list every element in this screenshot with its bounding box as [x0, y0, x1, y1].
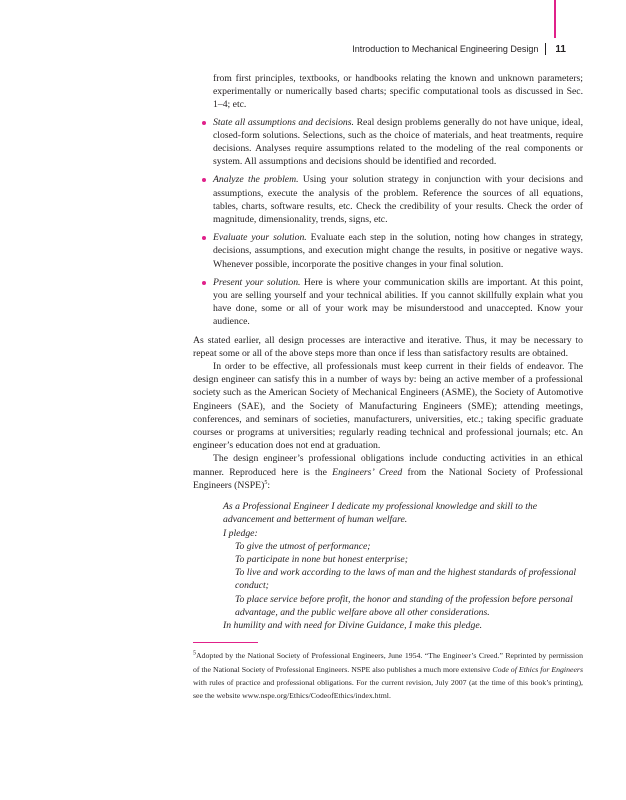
list-item	[213, 231, 583, 271]
running-title: Introduction to Mechanical Engineering Design	[352, 44, 539, 54]
footnote: $^5$Adopted by the National Society of Professional Engineers, June 1954. “The Engineer’s Creed.” Reprinted by permission of the National Society of Professional Engineers. NSPE also publishes a much more extensive Code of Ethics for Engineers with rules of practice and professional obligations. For the current revision, July 2007 (at the time of this book’s printing), see the website www.nspe.org/Ethics/CodeofEthics/index.html.	[193, 650, 583, 701]
creed-item: To give the utmost of performance;	[235, 540, 371, 552]
engineers-creed	[223, 500, 583, 632]
list-item	[213, 116, 583, 169]
design-steps-list	[213, 116, 583, 329]
page-body	[193, 72, 584, 703]
continuation-paragraph: from first principles, textbooks, or handbooks relating the known and unknown parameters; experimentally or numerically based charts; specific computational tools as discussed in Sec. 1–4; etc.	[213, 73, 583, 111]
creed-intro: As a Professional Engineer I dedicate my professional knowledge and skill to the advancement and betterment of human welfare.	[223, 501, 538, 526]
bullet-icon	[202, 281, 206, 285]
bullet-lead: State all assumptions and decisions.	[213, 116, 354, 128]
footnote-ref[interactable]: 5	[264, 479, 268, 486]
creed-closing: In humility and with need for Divine Guidance, I make this pledge.	[223, 619, 483, 631]
margin-accent-rule	[554, 0, 556, 38]
paragraph-professional-development: In order to be effective, all professionals must keep current in their fields of endeavor. The design engineer can satisfy this in a number of ways by: being an active member of a professional society such as the American Society of Mechanical Engineers (ASME), the Society of Automotive Engineers (SAE), and the Society of Manufacturing Engineers (SME); attending meetings, conferences, and seminars of societies, manufacturers, universities, etc.; taking specific graduate courses or programs at universities; regularly reading technical and professional journals; etc. An engineer’s education does not end at graduation.	[193, 361, 583, 452]
bullet-icon	[202, 121, 206, 125]
bullet-text: Evaluate each step in the solution, noting how changes in strategy, decisions, assumptions, and execution might change the results, in positive or negative ways. Whenever possible, incorporate the positive changes in your final solution.	[213, 232, 583, 270]
creed-item: To place service before profit, the honor and standing of the profession before personal advantage, and the public welfare above all other considerations.	[235, 593, 573, 618]
creed-title: Engineers’ Creed	[332, 466, 403, 478]
footnote-marker: 5	[193, 650, 196, 657]
bullet-lead: Present your solution.	[213, 276, 301, 288]
bullet-lead: Evaluate your solution.	[213, 232, 307, 244]
footnote-rule	[193, 642, 258, 643]
bullet-icon	[202, 236, 206, 240]
page-number: 11	[555, 43, 566, 55]
bullet-text: Real design problems generally do not have unique, ideal, closed-form solutions. Selections, such as the choice of materials, and heat treatments, require decisions. Analyses require assumptions related to the modeling of the real components or system. All assumptions and decisions should be identified and recorded.	[213, 116, 584, 168]
running-header	[352, 43, 566, 55]
bullet-lead: Analyze the problem.	[213, 174, 299, 186]
bullet-icon	[202, 178, 206, 182]
header-divider	[545, 43, 546, 55]
list-item	[213, 276, 583, 329]
list-item	[213, 173, 583, 226]
paragraph-ethics: The design engineer’s professional obligations include conducting activities in an ethical manner. Reproduced here is the Engineers’ Creed from the National Society of Professional Engineers (NSPE)$^5$:	[193, 453, 584, 491]
bullet-text: Here is where your communication skills are important. At this point, you are selling yourself and your technical abilities. If you cannot skillfully explain what you have done, some or all of your work may be misunderstood and unaccepted. Know your audience.	[213, 276, 583, 328]
creed-item: To live and work according to the laws of man and the highest standards of professional conduct;	[235, 567, 577, 592]
paragraph-iterative: As stated earlier, all design processes are interactive and iterative. Thus, it may be necessary to repeat some or all of the above steps more than once if less than satisfactory results are obtained.	[193, 334, 583, 359]
bullet-text: Using your solution strategy in conjunction with your decisions and assumptions, execute the analysis of the problem. Reference the sources of all equations, tables, charts, software results, etc. Check the credibility of your results. Check the order of magnitude, dimensionality, trends, signs, etc.	[213, 174, 583, 226]
creed-item: To participate in none but honest enterprise;	[235, 553, 408, 565]
creed-pledge: I pledge:	[223, 527, 258, 539]
code-of-ethics-title: Code of Ethics for Engineers	[492, 664, 583, 674]
